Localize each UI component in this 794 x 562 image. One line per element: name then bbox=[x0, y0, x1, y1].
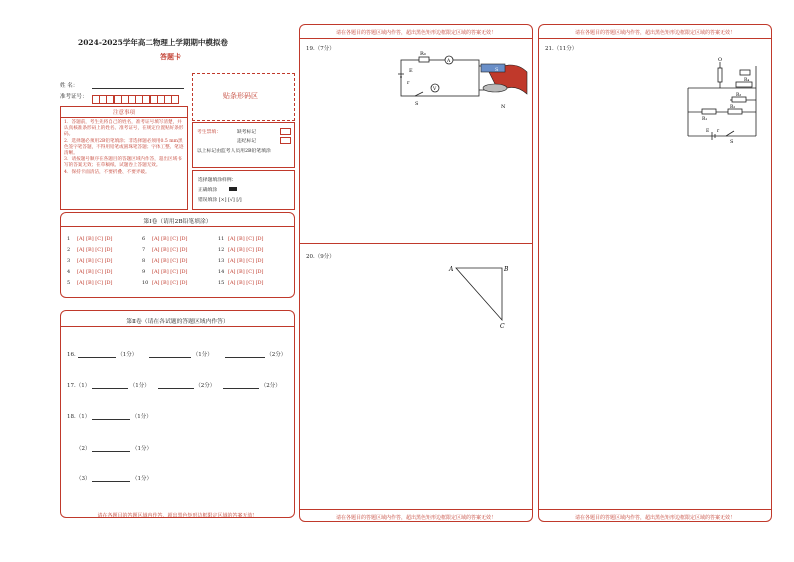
q16-blank-2[interactable] bbox=[149, 357, 191, 358]
q19-circuit-diagram bbox=[395, 50, 530, 110]
q16-number: 16. bbox=[67, 352, 76, 358]
barcode-area bbox=[192, 73, 295, 121]
missing-mark-box[interactable] bbox=[280, 128, 291, 135]
mc-question-number: 15 bbox=[218, 280, 225, 286]
q17-blank-3[interactable] bbox=[223, 388, 259, 389]
barcode-label: 贴条形码区 bbox=[223, 92, 258, 100]
mc-question-row bbox=[218, 247, 264, 253]
mc-answer-options[interactable]: [A] [B] [C] [D] bbox=[152, 247, 188, 253]
q21-label-R3: R₃ bbox=[736, 93, 742, 98]
absence-label: 考生禁填： bbox=[197, 130, 221, 135]
q17-blank-1[interactable] bbox=[92, 388, 128, 389]
mc-answer-options[interactable]: [A] [B] [C] [D] bbox=[77, 236, 113, 242]
right-top-warning: 请在各题目的答题区域内作答，超出黑色矩形边框限定区域的答案无效！ bbox=[574, 30, 735, 36]
q20-label: 20.（9分） bbox=[306, 254, 335, 260]
mc-question-number: 12 bbox=[218, 247, 225, 253]
wrong-fill-label: 错误填涂 [×] [√] [/] bbox=[198, 198, 242, 203]
mc-question-number: 1 bbox=[67, 236, 71, 242]
q18-sub3: （3） bbox=[76, 476, 91, 482]
horseshoe-magnet bbox=[481, 64, 527, 94]
mc-question-number: 3 bbox=[67, 258, 71, 264]
mc-question-number: 2 bbox=[67, 247, 71, 253]
q21-label-R2: R₂ bbox=[730, 105, 736, 110]
q17-number: 17.（1） bbox=[67, 383, 91, 389]
q21-label-r: r bbox=[717, 129, 720, 134]
q18-number: 18.（1） bbox=[67, 414, 91, 420]
mc-question-number: 10 bbox=[142, 280, 149, 286]
mc-answer-options[interactable]: [A] [B] [C] [D] bbox=[228, 269, 264, 275]
mc-answer-options[interactable]: [A] [B] [C] [D] bbox=[152, 269, 188, 275]
q18-blank-1[interactable] bbox=[92, 419, 130, 420]
mc-answer-options[interactable]: [A] [B] [C] [D] bbox=[228, 236, 264, 242]
q18-score-1: （1分） bbox=[131, 414, 152, 420]
right-bottom-warning: 请在各题目的答题区域内作答，超出黑色矩形边框限定区域的答案无效！ bbox=[574, 515, 735, 521]
q16-score-3: （2分） bbox=[266, 352, 287, 358]
mc-answer-options[interactable]: [A] [B] [C] [D] bbox=[228, 280, 264, 286]
mc-answer-options[interactable]: [A] [B] [C] [D] bbox=[152, 280, 188, 286]
mc-question-row bbox=[218, 258, 264, 264]
mc-answer-options[interactable]: [A] [B] [C] [D] bbox=[152, 258, 188, 264]
mc-question-row bbox=[142, 269, 188, 275]
absence-note: 以上标记由监考人员用2B铅笔填涂 bbox=[197, 149, 271, 154]
fill-example-title: 选择题填涂样例： bbox=[198, 178, 237, 183]
q21-label-E: E bbox=[706, 129, 710, 134]
q16-blank-3[interactable] bbox=[225, 357, 265, 358]
mc-answer-options[interactable]: [A] [B] [C] [D] bbox=[228, 258, 264, 264]
mc-question-number: 5 bbox=[67, 280, 71, 286]
notices-title: 注意事项 bbox=[61, 107, 187, 118]
mc-question-number: 14 bbox=[218, 269, 225, 275]
q18-row-2 bbox=[76, 444, 152, 452]
notice-item-3: 3．请按题号顺序在各题目的答题区域内作答，超出区域书写的答案无效；在草稿纸、试题卷上答题无效。 bbox=[64, 157, 182, 168]
violation-mark-label: 违纪标记 bbox=[237, 139, 257, 144]
mc-question-number: 6 bbox=[142, 236, 146, 242]
notice-item-1: 1．答题前，考生先将自己的姓名，准考证号填写清楚，并认真核准条形码上的姓名、准考证号，在规定位置贴好条形码。 bbox=[64, 120, 184, 137]
mc-question-row bbox=[67, 258, 113, 264]
violation-mark-box[interactable] bbox=[280, 137, 291, 144]
q18-row-3 bbox=[76, 474, 152, 482]
notice-item-2: 2．选择题必须用2B铅笔填涂；非选择题必须用0.5 mm黑色签字笔答题，不得用铅笔或圆珠笔答题；字体工整、笔迹清晰。 bbox=[64, 138, 184, 156]
mc-question-row bbox=[218, 280, 264, 286]
mc-question-row bbox=[67, 236, 113, 242]
name-label: 姓 名： bbox=[60, 83, 79, 89]
exam-title: 2024-2025学年高二物理上学期期中模拟卷 bbox=[78, 38, 228, 47]
mc-question-row bbox=[67, 280, 113, 286]
correct-fill-label: 正确填涂 bbox=[198, 188, 218, 193]
magnet-label-N: N bbox=[501, 104, 506, 110]
q17-score-3: （2分） bbox=[260, 383, 281, 389]
mc-question-number: 7 bbox=[142, 247, 146, 253]
q19-label-A: A bbox=[447, 59, 451, 64]
vertex-B: B bbox=[504, 266, 509, 273]
q16-row bbox=[67, 350, 286, 358]
fill-example-box bbox=[192, 170, 295, 210]
mc-question-row bbox=[218, 236, 264, 242]
q18-score-2: （1分） bbox=[132, 446, 152, 452]
missing-mark-label: 缺考标记 bbox=[237, 130, 257, 135]
q18-score-3: （1分） bbox=[132, 476, 152, 482]
section2-title: 第Ⅱ卷（请在各试题的答题区域内作答） bbox=[126, 319, 229, 325]
q21-label-R4: R₄ bbox=[744, 78, 750, 83]
mc-question-row bbox=[67, 269, 113, 275]
q18-blank-2[interactable] bbox=[92, 451, 130, 452]
mc-question-row bbox=[142, 258, 188, 264]
q20-triangle-diagram bbox=[446, 262, 516, 332]
q19-label-S: S bbox=[415, 101, 419, 107]
q21-label-O: O bbox=[718, 57, 723, 63]
q19-label-r: r bbox=[407, 80, 410, 86]
q16-blank-1[interactable] bbox=[78, 357, 116, 358]
absence-box bbox=[192, 122, 295, 168]
q18-sub2: （2） bbox=[76, 446, 91, 452]
mc-answer-options[interactable]: [A] [B] [C] [D] bbox=[77, 280, 113, 286]
q16-score-1: （1分） bbox=[117, 352, 138, 358]
q17-score-1: （1分） bbox=[129, 383, 150, 389]
q21-label-S: S bbox=[730, 139, 734, 144]
vertex-C: C bbox=[500, 323, 505, 330]
q19-label: 19.（7分） bbox=[306, 46, 335, 52]
notice-item-4: 4．保持卡面清洁，不要折叠、不要弄破。 bbox=[64, 169, 150, 175]
mc-question-number: 4 bbox=[67, 269, 71, 275]
mc-answer-options[interactable]: [A] [B] [C] [D] bbox=[77, 247, 113, 253]
q18-blank-3[interactable] bbox=[92, 481, 130, 482]
q21-label-R1: R₁ bbox=[702, 117, 708, 122]
mc-question-number: 13 bbox=[218, 258, 225, 264]
mc-answer-options[interactable]: [A] [B] [C] [D] bbox=[228, 247, 264, 253]
mc-answer-options[interactable]: [A] [B] [C] [D] bbox=[152, 236, 188, 242]
mc-question-number: 11 bbox=[218, 236, 225, 242]
magnet-label-S: S bbox=[495, 67, 499, 73]
mc-question-row bbox=[142, 247, 188, 253]
q21-circuit-diagram bbox=[680, 52, 770, 144]
q18-row-1 bbox=[67, 412, 152, 420]
mc-question-row bbox=[218, 269, 264, 275]
middle-bottom-warning: 请在各题目的答题区域内作答，超出黑色矩形边框限定区域的答案无效！ bbox=[335, 515, 496, 521]
middle-top-warning: 请在各题目的答题区域内作答，超出黑色矩形边框限定区域的答案无效！ bbox=[335, 30, 496, 36]
q21-label: 21.（11分） bbox=[545, 46, 578, 52]
mc-question-row bbox=[142, 236, 188, 242]
left-warning: 请在各题目的答题区域内作答，超出黑色矩形边框限定区域的答案无效！ bbox=[97, 513, 258, 519]
mc-question-row bbox=[142, 280, 188, 286]
notices-box bbox=[60, 106, 188, 210]
correct-fill-sample bbox=[229, 187, 237, 191]
q19-label-R0: R₀ bbox=[420, 51, 426, 57]
q17-blank-2[interactable] bbox=[158, 388, 194, 389]
mc-answer-options[interactable]: [A] [B] [C] [D] bbox=[77, 269, 113, 275]
exam-id-label: 准考证号： bbox=[60, 94, 88, 100]
q16-score-2: （1分） bbox=[192, 352, 213, 358]
section1-title: 第Ⅰ卷（请用2B铅笔填涂） bbox=[143, 219, 212, 225]
mc-question-row bbox=[67, 247, 113, 253]
mc-question-number: 8 bbox=[142, 258, 146, 264]
q19-label-E: E bbox=[409, 68, 413, 74]
vertex-A: A bbox=[449, 266, 454, 273]
q17-score-2: （2分） bbox=[195, 383, 216, 389]
answer-sheet-subtitle: 答题卡 bbox=[160, 52, 181, 61]
mc-answer-options[interactable]: [A] [B] [C] [D] bbox=[77, 258, 113, 264]
mc-question-number: 9 bbox=[142, 269, 146, 275]
q17-row bbox=[67, 381, 281, 389]
q19-label-V: V bbox=[433, 87, 437, 92]
